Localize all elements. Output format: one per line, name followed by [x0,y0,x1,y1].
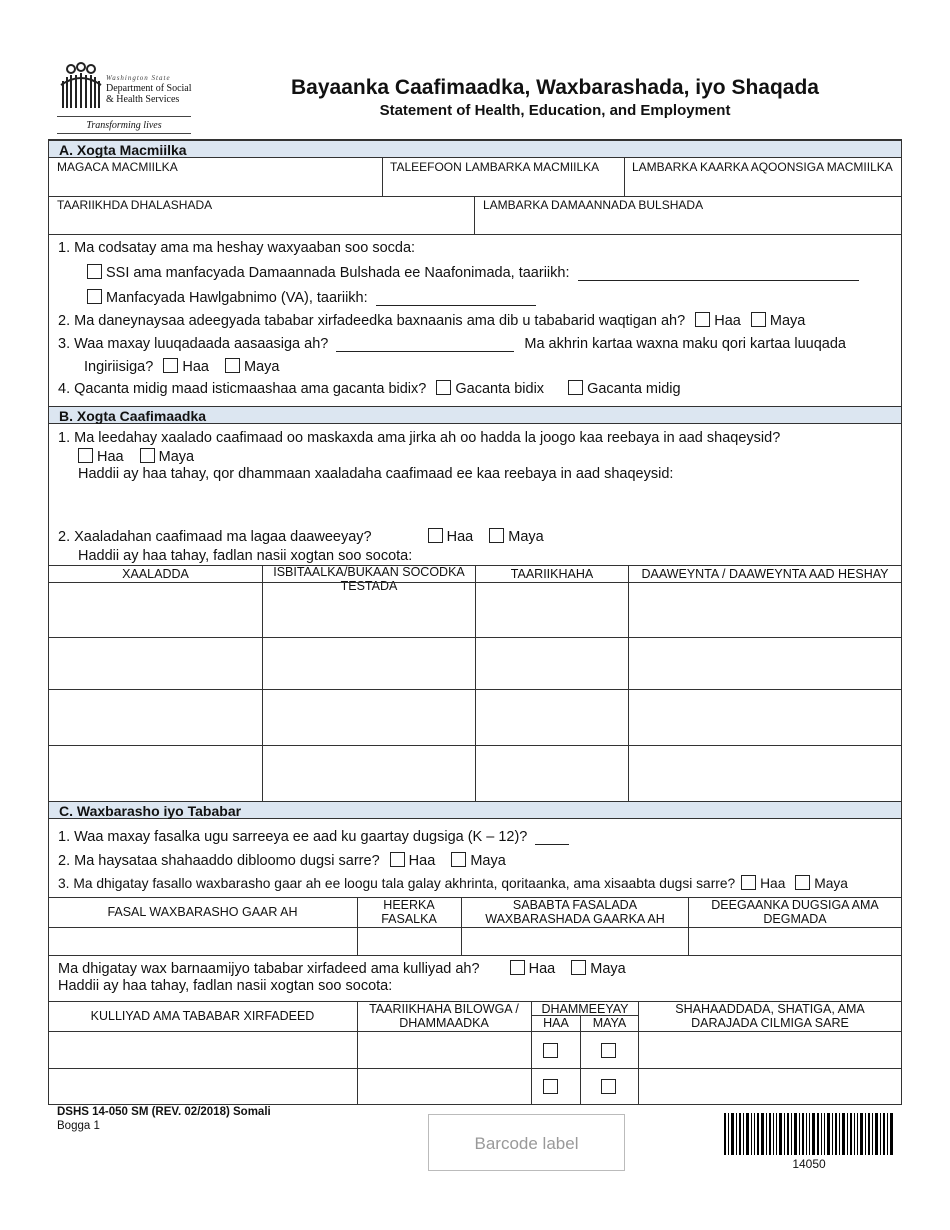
c3-yes-checkbox[interactable] [741,875,756,890]
b-col-condition: XAALADDA [122,567,189,581]
row2-completed-yes-checkbox[interactable] [543,1079,558,1094]
c2-col-college: KULLIYAD AMA TABABAR XIRFADEED [90,1009,315,1023]
section-c-heading: C. Waxbarasho iyo Tababar [49,801,901,819]
section-a-heading: A. Xogta Macmiilka [49,140,901,158]
question-b1-answers: Haa Maya [76,448,194,465]
language-field[interactable] [336,337,514,352]
row1-completed-yes-checkbox[interactable] [543,1043,558,1058]
question-c3: 3. Ma dhigatay fasallo waxbarasho gaar ah ee loogu tala galay akhrinta, qoritaanka, ama xisaabta dugsi sarre? Haa Maya [58,876,848,891]
c2-col-cert-1: SHAHAADDADA, SHATIGA, AMA [675,1002,865,1016]
question-a2: 2. Ma daneynaysaa adeegyada tababar xirfadeedka baxnaanis ama dib u tababarid waqtigan ah? Haa Maya [58,313,806,329]
c2-yes-checkbox[interactable] [390,852,405,867]
a2-yes-checkbox[interactable] [695,312,710,327]
c2-col-cert-2: DARAJADA CILMIGA SARE [691,1016,849,1030]
grade-field[interactable] [535,830,569,845]
logo-tagline: Transforming lives [86,120,162,131]
page-number: Bogga 1 [57,1120,100,1132]
a3-no-checkbox[interactable] [225,358,240,373]
logo-line2: Department of Social [106,83,192,94]
c1-col-school-2: DEGMADA [763,912,827,926]
question-b1-followup: Haddii ay haa tahay, qor dhammaan xaaladaha caafimaad ee kaa reebaya in aad shaqeysid: [78,466,674,482]
va-date-field[interactable] [376,291,536,306]
question-b2-followup: Haddii ay haa tahay, fadlan nasii xogtan soo socota: [78,548,413,564]
logo-divider-bottom [57,133,191,134]
client-phone-label: TALEEFOON LAMBARKA MACMIILKA [390,160,600,174]
b1-yes-checkbox[interactable] [78,448,93,463]
question-a1: 1. Ma codsatay ama ma heshay waxyaaban soo socda: [58,240,416,256]
c2-col-haa: HAA [543,1016,569,1030]
c2-col-completed: DHAMMEEYAY [541,1002,629,1016]
c1-col-reason-1: SABABTA FASALADA [512,898,638,912]
ssi-checkbox[interactable] [87,264,102,279]
right-hand-checkbox[interactable] [568,380,583,395]
question-a3: 3. Waa maxay luuqadaada aasaasiga ah? Ma akhrin kartaa waxna maku qori kartaa luuqada [58,336,846,352]
page-title: Bayaanka Caafimaadka, Waxbarashada, iyo Shaqada [291,76,819,99]
barcode-icon [724,1113,894,1155]
question-a3-cont: Ingiriisiga? Haa Maya [84,359,280,375]
row2-completed-no-checkbox[interactable] [601,1079,616,1094]
c2-no-checkbox[interactable] [451,852,466,867]
question-c2: 2. Ma haysataa shahaaddo dibloomo dugsi sarre? Haa Maya [58,853,506,869]
c1-col-reason-2: WAXBARASHADA GAARKA AH [485,912,665,926]
client-id-label: LAMBARKA KAARKA AQOONSIGA MACMIILKA [632,160,893,174]
question-a1b: Manfacyada Hawlgabnimo (VA), taariikh: [81,289,536,306]
ssn-label: LAMBARKA DAMAANNADA BULSHADA [483,198,704,212]
c2-col-maya: MAYA [592,1016,627,1030]
c4-no-checkbox[interactable] [571,960,586,975]
c1-col-class: FASAL WAXBARASHO GAAR AH [107,905,298,919]
left-hand-checkbox[interactable] [436,380,451,395]
va-checkbox[interactable] [87,289,102,304]
logo-line1: Washington State [106,74,171,82]
a3-yes-checkbox[interactable] [163,358,178,373]
row1-completed-no-checkbox[interactable] [601,1043,616,1058]
dob-label: TAARIIKHDA DHALASHADA [57,198,213,212]
form-id: DSHS 14-050 SM (REV. 02/2018) Somali [57,1106,271,1118]
b2-yes-checkbox[interactable] [428,528,443,543]
question-b2: 2. Xaaladahan caafimaad ma lagaa daaweeyay? Haa Maya [58,529,544,545]
c1-col-grade-2: FASALKA [381,912,437,926]
b-col-dates: TAARIIKHAHA [510,567,594,581]
question-a4: 4. Qacanta midig maad isticmaashaa ama gacanta bidix? Gacanta bidix Gacanta midig [58,381,681,397]
question-c4: Ma dhigatay wax barnaamijyo tababar xirfadeed ama kulliyad ah? Haa Maya [58,961,626,977]
client-name-label: MAGACA MACMIILKA [57,160,178,174]
page-subtitle: Statement of Health, Education, and Employment [379,102,731,119]
ssi-date-field[interactable] [578,266,859,281]
question-c4-followup: Haddii ay haa tahay, fadlan nasii xogtan soo socota: [58,978,393,994]
a2-no-checkbox[interactable] [751,312,766,327]
c1-col-grade-1: HEERKA [383,898,435,912]
b2-no-checkbox[interactable] [489,528,504,543]
c3-no-checkbox[interactable] [795,875,810,890]
c4-yes-checkbox[interactable] [510,960,525,975]
logo-line3: & Health Services [106,94,180,105]
section-b-heading: B. Xogta Caafimaadka [49,406,901,424]
barcode-number: 14050 [792,1157,826,1171]
question-a1a: SSI ama manfacyada Damaannada Bulshada ee Naafonimada, taariikh: [81,264,859,281]
logo-divider [57,116,191,117]
c2-col-dates-2: DHAMMAADKA [399,1016,489,1030]
form-body [48,139,902,1105]
question-b1: 1. Ma leedahay xaalado caafimaad oo maskaxda ama jirka ah oo hadda la joogo kaa reebaya in aad shaqeysid? [58,430,781,446]
b1-no-checkbox[interactable] [140,448,155,463]
c2-col-dates-1: TAARIIKHAHA BILOWGA / [369,1002,519,1016]
c1-col-school-1: DEEGAANKA DUGSIGA AMA [711,898,879,912]
question-c1: 1. Waa maxay fasalka ugu sarreeya ee aad ku gaartay dugsiga (K – 12)? [58,829,569,845]
barcode-label-box: Barcode label [428,1114,625,1171]
b-col-treatment: DAAWEYNTA / DAAWEYNTA AAD HESHAY [641,567,889,581]
b-col-hospital: ISBITAALKA/BUKAAN SOCODKA TESTADA [273,565,465,593]
